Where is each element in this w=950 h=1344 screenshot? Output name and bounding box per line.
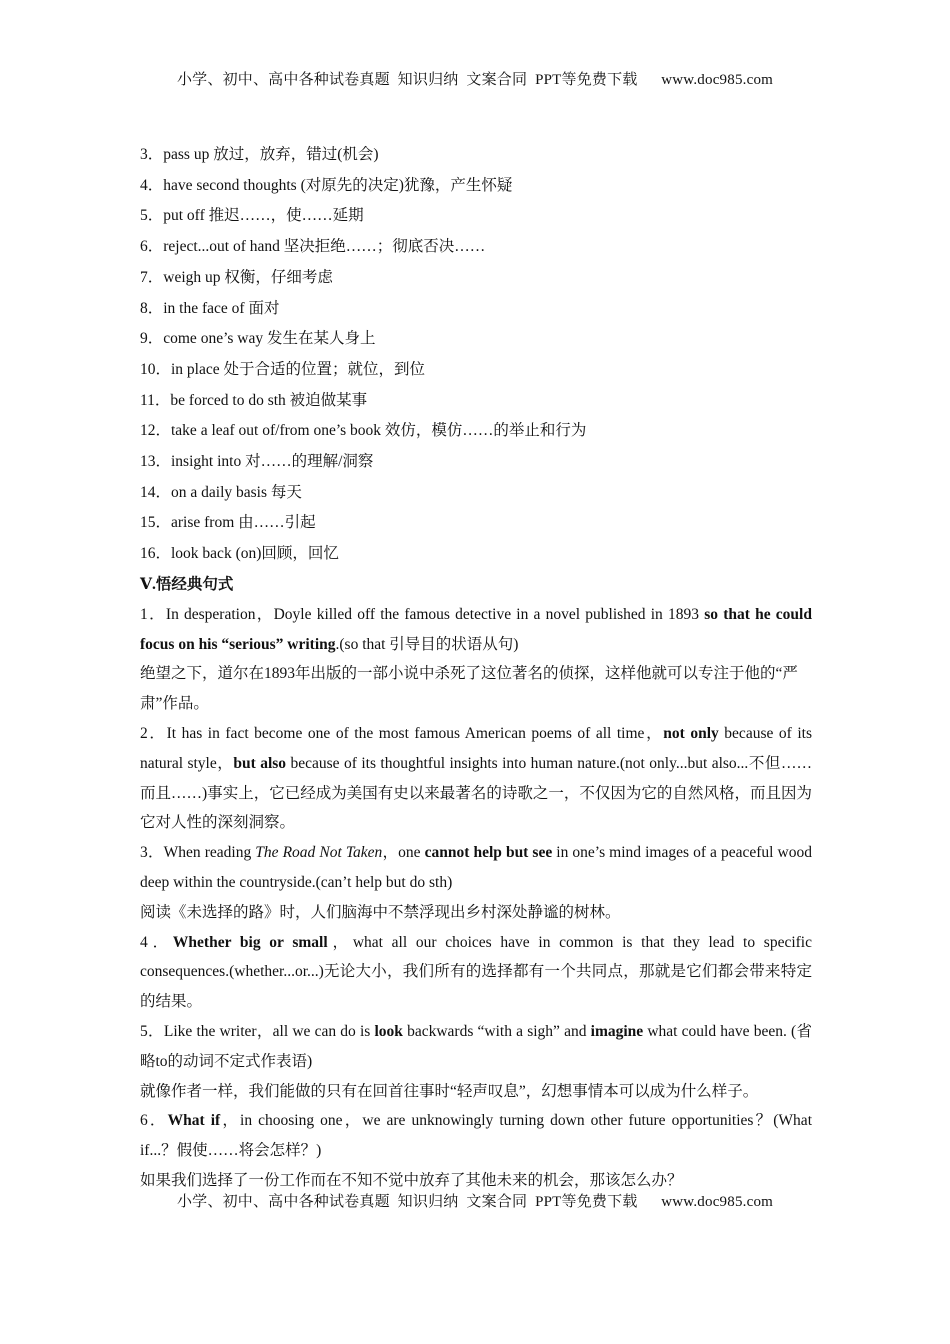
phrase-item: 10．in place 处于合适的位置；就位，到位 (140, 360, 426, 378)
sentence-1: 1．In desperation，Doyle killed off the famous detective in a novel published in 1893 so that he could focus on his “serious” writing.(so that 引导目的状语从句) (140, 605, 812, 653)
phrase-item: 13．insight into 对……的理解/洞察 (140, 453, 374, 471)
phrase-item: 7．weigh up 权衡，仔细考虑 (140, 268, 333, 286)
phrase-item: 5．put off 推迟……，使……延期 (140, 207, 364, 225)
phrase-item: 11．be forced to do sth 被迫做某事 (140, 391, 368, 409)
phrase-list (140, 140, 812, 570)
page-footer: 小学、初中、高中各种试卷真题 知识归纳 文案合同 PPT等免费下载 www.doc985.com (176, 1194, 774, 1210)
phrase-item: 15．arise from 由……引起 (140, 514, 316, 532)
sentence-3-translation: 阅读《未选择的路》时，人们脑海中不禁浮现出乡村深处静谧的树林。 (140, 903, 621, 921)
section-title: Ⅴ.悟经典句式 (140, 575, 234, 593)
sentence-2: 2．It has in fact become one of the most famous American poems of all time，not only because of its natural style，but also because of its thoughtful insights into human nature.(not only...but also...不但……而且……)事实上，它已经成为美国有史以来最著名的诗歌之一，不仅因为它的自然风格，而且因为它对人性的深刻洞察。 (140, 725, 812, 832)
phrase-item: 6．reject...out of hand 坚决拒绝……；彻底否决…… (140, 238, 486, 256)
main-content (140, 140, 812, 1196)
sentence-6: 6．What if，in choosing one，we are unknowingly turning down other future opportunities？(What if...？假使……将会怎样？) (140, 1112, 812, 1160)
sentence-6-translation: 如果我们选择了一份工作而在不知不觉中放弃了其他未来的机会，那该怎么办？ (140, 1171, 683, 1189)
phrase-item: 9．come one’s way 发生在某人身上 (140, 330, 376, 348)
sentence-5: 5．Like the writer，all we can do is look backwards “with a sigh” and imagine what could have been. (省略to的动词不定式作表语) (140, 1023, 812, 1070)
phrase-item: 4．have second thoughts (对原先的决定)犹豫，产生怀疑 (140, 176, 513, 194)
phrase-item: 3．pass up 放过，放弃，错过(机会) (140, 146, 379, 163)
sentence-3: 3．When reading The Road Not Taken，one cannot help but see in one’s mind images of a peaceful wood deep within the countryside.(can’t help but do sth) (140, 844, 812, 892)
phrase-item: 12．take a leaf out of/from one’s book 效仿，模仿……的举止和行为 (140, 422, 587, 440)
sentence-list (140, 600, 812, 1196)
sentence-5-translation: 就像作者一样，我们能做的只有在回首往事时“轻声叹息”，幻想事情本可以成为什么样子。 (140, 1082, 759, 1100)
phrase-item: 8．in the face of 面对 (140, 299, 280, 317)
sentence-4: 4．Whether big or small，what all our choices have in common is that they lead to specific consequences.(whether...or...)无论大小，我们所有的选择都有一个共同点，那就是它们都会带来特定的结果。 (140, 933, 812, 1011)
sentence-1-translation: 绝望之下，道尔在1893年出版的一部小说中杀死了这位著名的侦探，这样他就可以专注于他的“严肃”作品。 (140, 665, 798, 713)
phrase-item: 14．on a daily basis 每天 (140, 483, 302, 501)
phrase-item: 16．look back (on)回顾，回忆 (140, 545, 339, 563)
page-header: 小学、初中、高中各种试卷真题 知识归纳 文案合同 PPT等免费下载 www.doc985.com (176, 72, 774, 88)
